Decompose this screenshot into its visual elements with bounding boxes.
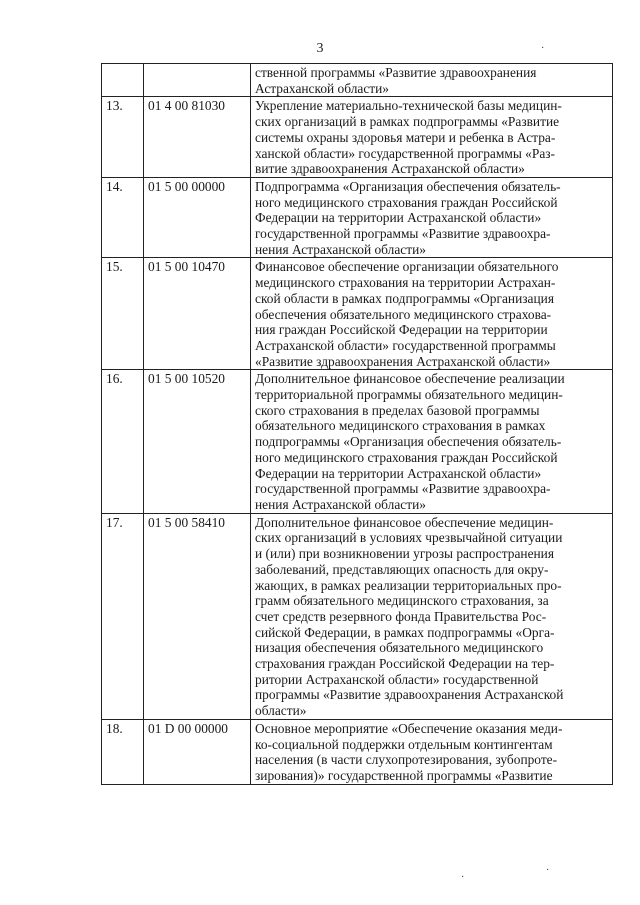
row-description: Дополнительное финансовое обеспечение медицин- ских организаций в условиях чрезвычайной ситуации и (или) при возникновении угрозы распространения заболеваний, представляющих опасность для окру- жающих, в рамках реализации территориальных про- грамм обязательного медицинского страхования, за счет средств резервного фонда Правительства Рос- сийской Федерации, в рамках подпрограммы «Орга- низация обеспечения обязательного медицинского страхования граждан Российской Федерации на тер- ритории Астраханской области» государственной программы «Развитие здравоохранения Астраханской области» <box>251 513 613 719</box>
row-description: Дополнительное финансовое обеспечение реализации территориальной программы обязательного медицин- ского страхования в пределах базовой программы обязательного медицинского страхования в рамках подпрограммы «Организация обеспечения обязатель- ного медицинского страхования граждан Российской Федерации на территории Астраханской области» государственной программы «Развитие здравоохра- нения Астраханской области» <box>251 370 613 513</box>
table-row <box>102 513 613 719</box>
row-number: 13. <box>102 97 144 178</box>
corner-mark: · <box>541 43 545 54</box>
scan-mark: · <box>461 872 465 883</box>
classification-code <box>144 64 251 97</box>
classification-code: 01 5 00 10520 <box>144 370 251 513</box>
scan-mark: · <box>546 865 550 876</box>
row-number: 14. <box>102 177 144 258</box>
row-number: 15. <box>102 258 144 370</box>
table-row <box>102 370 613 513</box>
row-description: Финансовое обеспечение организации обязательного медицинского страхования на территории Астрахан- ской области в рамках подпрограммы «Организация обеспечения обязательного медицинского страхова- ния граждан Российской Федерации на территории Астраханской области» государственной программы «Развитие здравоохранения Астраханской области» <box>251 258 613 370</box>
row-number: 16. <box>102 370 144 513</box>
row-description: Подпрограмма «Организация обеспечения обязатель- ного медицинского страхования граждан Российской Федерации на территории Астраханской области» государственной программы «Развитие здравоохра- нения Астраханской области» <box>251 177 613 258</box>
table-row <box>102 97 613 178</box>
page-number: 3 <box>316 41 324 56</box>
row-number: 17. <box>102 513 144 719</box>
table-row <box>102 177 613 258</box>
classification-code: 01 5 00 10470 <box>144 258 251 370</box>
table-row <box>102 258 613 370</box>
classification-code: 01 5 00 58410 <box>144 513 251 719</box>
classification-code: 01 4 00 81030 <box>144 97 251 178</box>
table-row <box>102 64 613 97</box>
row-description: Основное мероприятие «Обеспечение оказания меди- ко-социальной поддержки отдельным контингентам населения (в части слухопротезирования, зубопроте- зирования)» государственной программы «Развитие <box>251 719 613 784</box>
classification-code: 01 5 00 00000 <box>144 177 251 258</box>
row-number <box>102 64 144 97</box>
row-number: 18. <box>102 719 144 784</box>
row-description: ственной программы «Развитие здравоохранения Астраханской области» <box>251 64 613 97</box>
row-description: Укрепление материально-технической базы медицин- ских организаций в рамках подпрограммы «Развитие системы охраны здоровья матери и ребенка в Астра- ханской области» государственной программы «Раз- витие здравоохранения Астраханской области» <box>251 97 613 178</box>
table-row <box>102 719 613 784</box>
classification-code: 01 D 00 00000 <box>144 719 251 784</box>
budget-classification-table <box>101 63 613 785</box>
